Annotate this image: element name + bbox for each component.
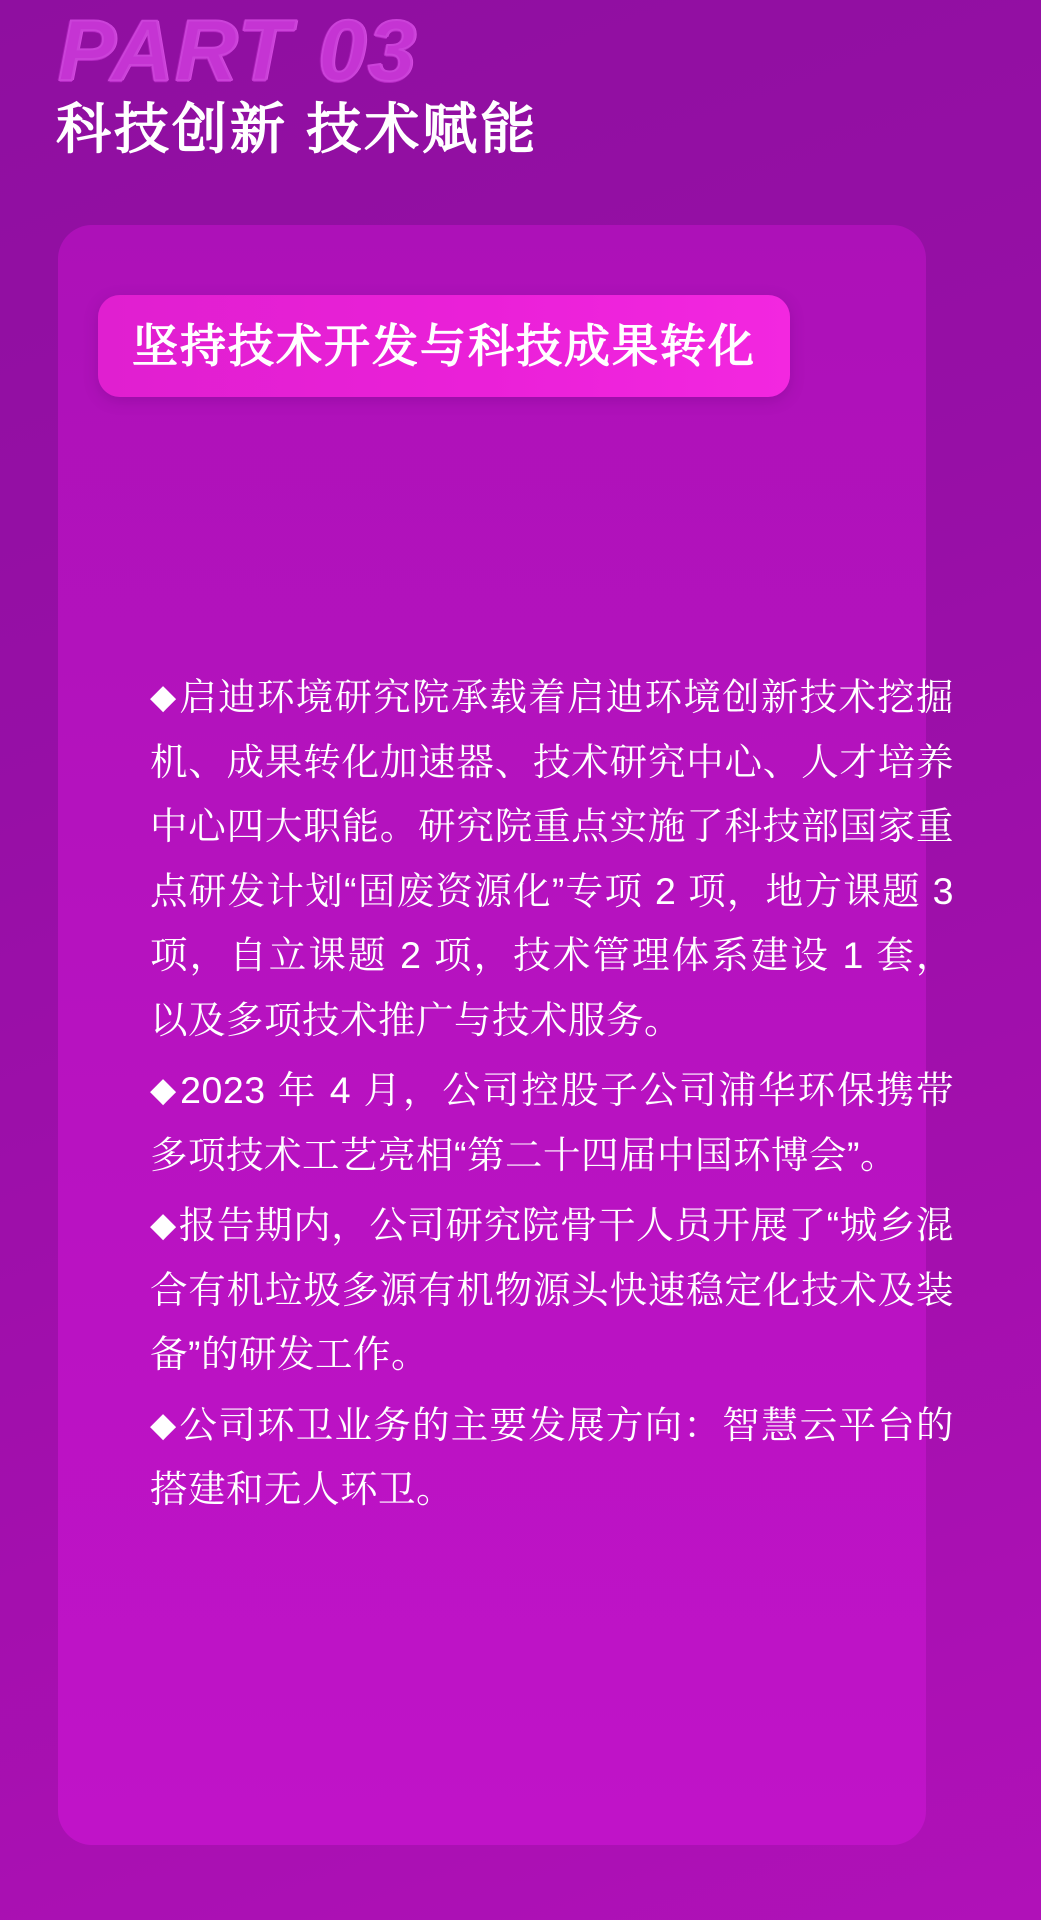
paragraph-3 [150, 1193, 954, 1387]
diamond-bullet-icon: ◆ [150, 678, 178, 716]
card-body [150, 665, 954, 1528]
paragraph-4 [150, 1393, 954, 1522]
section-title-text: 坚持技术开发与科技成果转化 [132, 320, 756, 372]
paragraph-4-text: 公司环卫业务的主要发展方向：智慧云平台的搭建和无人环卫。 [150, 1403, 954, 1510]
paragraph-3-text: 报告期内，公司研究院骨干人员开展了“城乡混合有机垃圾多源有机物源头快速稳定化技术及装备”的研发工作。 [150, 1204, 954, 1375]
diamond-bullet-icon: ◆ [150, 1071, 179, 1109]
paragraph-2 [150, 1058, 954, 1187]
paragraph-2-text: 2023 年 4 月，公司控股子公司浦华环保携带多项技术工艺亮相“第二十四届中国环博会”。 [150, 1069, 954, 1176]
diamond-bullet-icon: ◆ [150, 1206, 177, 1244]
diamond-bullet-icon: ◆ [150, 1405, 178, 1444]
section-title-banner [98, 295, 790, 397]
part-label: PART 03 [58, 3, 418, 99]
page-title: 科技创新 技术赋能 [56, 98, 539, 160]
section-title-pill [98, 295, 932, 415]
page-header [0, 0, 1041, 210]
paragraph-1-text: 启迪环境研究院承载着启迪环境创新技术挖掘机、成果转化加速器、技术研究中心、人才培养中心四大职能。研究院重点实施了科技部国家重点研发计划“固废资源化”专项 2 项，地方课题 3 项，自立课题 2 项，技术管理体系建设 1 套，以及多项技术推广与技术服务。 [150, 676, 954, 1041]
content-card [58, 225, 954, 1845]
paragraph-1 [150, 665, 954, 1052]
